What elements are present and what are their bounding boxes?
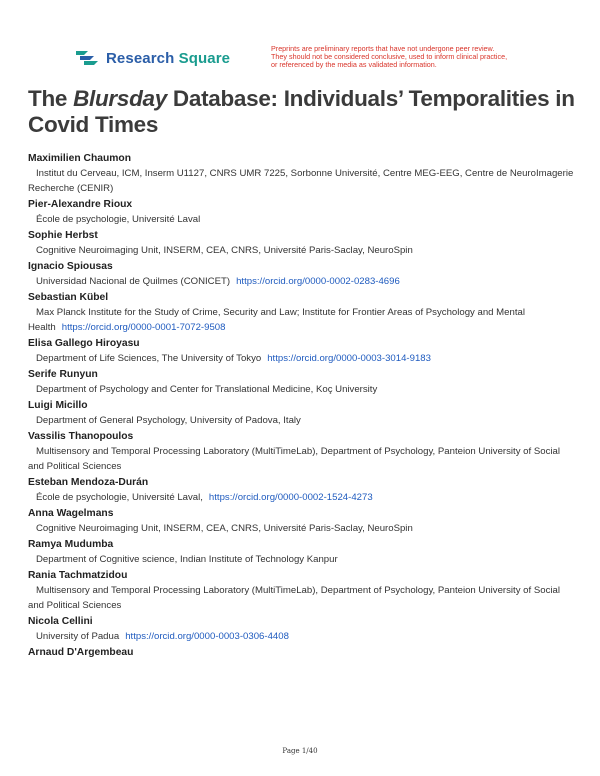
- author-name: Anna Wagelmans: [28, 508, 114, 519]
- research-square-logo[interactable]: [74, 47, 230, 69]
- author-entry: [28, 197, 576, 227]
- author-affiliation: École de psychologie, Université Laval, https://orcid.org/0000-0002-1524-4273: [36, 492, 373, 503]
- author-affiliation: Max Planck Institute for the Study of Crime, Security and Law; Institute for Frontier Areas of Psychology and Mental Health https://orcid.org/0000-0001-7072-9508: [28, 307, 525, 333]
- author-entry: [28, 398, 576, 428]
- paper-title: The Blursday Database: Individuals’ Temporalities in Covid Times: [28, 86, 575, 137]
- author-entry: [28, 506, 576, 536]
- author-name: Ramya Mudumba: [28, 539, 114, 550]
- author-entry: [28, 259, 576, 289]
- preprint-notice-line: Preprints are preliminary reports that have not undergone peer review.: [271, 44, 495, 53]
- logo-text: Research Square: [106, 49, 231, 67]
- author-name: Rania Tachmatzidou: [28, 570, 128, 581]
- author-entry: [28, 367, 576, 397]
- author-entry: [28, 336, 576, 366]
- page-header: [0, 0, 600, 80]
- orcid-link[interactable]: https://orcid.org/0000-0003-3014-9183: [267, 353, 431, 364]
- author-entry: [28, 429, 576, 474]
- author-affiliation: Multisensory and Temporal Processing Laboratory (MultiTimeLab), Department of Psychology, Panteion University of Social and Political Sciences: [28, 585, 560, 611]
- author-entry: [28, 475, 576, 505]
- author-name: Luigi Micillo: [28, 400, 88, 411]
- author-affiliation: Department of Psychology and Center for Translational Medicine, Koç University: [36, 384, 378, 395]
- author-name: Serife Runyun: [28, 369, 98, 380]
- author-name: Arnaud D'Argembeau: [28, 647, 134, 658]
- preprint-notice: [271, 45, 571, 70]
- author-entry: [28, 290, 576, 335]
- author-name: Nicola Cellini: [28, 616, 93, 627]
- author-affiliation: Cognitive Neuroimaging Unit, INSERM, CEA, CNRS, Université Paris-Saclay, NeuroSpin: [36, 523, 413, 534]
- author-list: [28, 151, 576, 661]
- author-affiliation: Institut du Cerveau, ICM, Inserm U1127, CNRS UMR 7225, Sorbonne Université, Centre MEG-EEG, Centre de NeuroImagerie Recherche (CENIR): [28, 168, 574, 194]
- preprint-notice-line: They should not be considered conclusive, used to inform clinical practice,: [271, 52, 508, 62]
- author-affiliation: Department of Cognitive science, Indian Institute of Technology Kanpur: [36, 554, 338, 565]
- author-name: Maximilien Chaumon: [28, 153, 131, 164]
- author-affiliation: Universidad Nacional de Quilmes (CONICET) https://orcid.org/0000-0002-0283-4696: [36, 276, 400, 287]
- author-name: Vassilis Thanopoulos: [28, 431, 134, 442]
- author-affiliation: Cognitive Neuroimaging Unit, INSERM, CEA, CNRS, Université Paris-Saclay, NeuroSpin: [36, 245, 413, 256]
- author-entry: [28, 228, 576, 258]
- author-name: Sebastian Kübel: [28, 292, 109, 303]
- orcid-link[interactable]: https://orcid.org/0000-0001-7072-9508: [61, 322, 226, 333]
- author-name: Ignacio Spiousas: [28, 261, 113, 272]
- author-name: Sophie Herbst: [28, 230, 98, 241]
- author-name: Pier-Alexandre Rioux: [28, 199, 133, 210]
- orcid-link[interactable]: https://orcid.org/0000-0002-0283-4696: [236, 276, 400, 287]
- page-number: Page 1/40: [282, 747, 318, 755]
- author-affiliation: École de psychologie, Université Laval: [36, 214, 201, 225]
- author-affiliation: University of Padua https://orcid.org/0000-0003-0306-4408: [36, 631, 289, 642]
- author-name: Esteban Mendoza-Durán: [28, 477, 149, 488]
- orcid-link[interactable]: https://orcid.org/0000-0002-1524-4273: [208, 492, 373, 503]
- author-entry: [28, 645, 576, 660]
- author-entry: [28, 151, 576, 196]
- author-entry: [28, 568, 576, 613]
- orcid-link[interactable]: https://orcid.org/0000-0003-0306-4408: [125, 631, 289, 642]
- author-entry: [28, 614, 576, 644]
- author-name: Elisa Gallego Hiroyasu: [28, 338, 140, 349]
- author-affiliation: Department of General Psychology, University of Padova, Italy: [36, 415, 301, 426]
- author-affiliation: Department of Life Sciences, The University of Tokyo https://orcid.org/0000-0003-3014-9183: [36, 353, 431, 364]
- research-square-logo-icon: [74, 47, 100, 69]
- author-entry: [28, 537, 576, 567]
- author-affiliation: Multisensory and Temporal Processing Laboratory (MultiTimeLab), Department of Psychology, Panteion University of Social and Political Sciences: [28, 446, 560, 472]
- preprint-notice-line: or referenced by the media as validated information.: [271, 60, 437, 70]
